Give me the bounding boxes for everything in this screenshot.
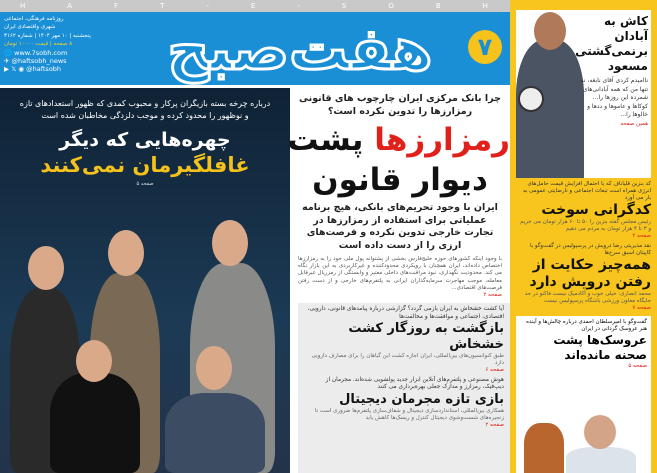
strip-letter: -	[206, 2, 211, 10]
page-ref: صفحه ۲	[485, 421, 504, 428]
story-headline: بازی تازه مجرمان دیجیتال	[339, 391, 504, 407]
newspaper-logo	[135, 12, 465, 85]
strip-letter: -	[297, 2, 302, 10]
info-line: شهری واقتصادی ایران	[4, 24, 56, 31]
story-kicker: گفت‌وگو با امیرسلطان احمدی درباره چالش‌ها و آینده هنر عروسک گردانی در ایران	[526, 319, 647, 332]
masthead	[0, 12, 510, 85]
page-ref: صفحه ۷	[632, 305, 651, 311]
main-headline	[287, 120, 510, 200]
left-feature[interactable]	[0, 88, 290, 473]
body-text: ناامیدم کردی آقای نابغه، نه تنها من که همه آبادانی‌های شمرده این روزها را... کوکاها و عاموها و ددها و خالوها را...	[580, 77, 648, 119]
story-headline: همه‌چیز حکایت از رفتن درویش دارد	[529, 257, 651, 290]
main-column	[287, 88, 510, 473]
social-link[interactable]: ▶ 𝕏 ◉ @haftsobh	[4, 65, 62, 74]
strip-letter: H	[482, 2, 490, 10]
social-text: @haftsobh	[26, 65, 62, 74]
puppet-photo	[524, 423, 564, 473]
feature-headline: چهره‌هایی که دیگر	[59, 129, 231, 151]
price: ۸ صفحه | قیمت ۱۰۰۰۰ تومان	[4, 41, 73, 48]
website-link[interactable]: 🌐 www.7sobh.com	[4, 48, 68, 57]
website-text: www.7sobh.com	[14, 48, 68, 57]
masthead-info	[4, 15, 128, 74]
story-body: رئیس مجلس گفته بنزین را ۵۰ تا ۶۰ هزار تومان می خریم و ۳ تا ۴ هزار تومان به مردم می دهیم	[520, 219, 651, 232]
logo-seven-badge: ۷	[468, 30, 502, 64]
top-story[interactable]	[516, 10, 651, 178]
strip-letter: A	[67, 2, 75, 10]
feature-text	[18, 98, 272, 188]
strip-letter: S	[341, 2, 349, 10]
story-headline: کدگرانی سوخت	[541, 202, 651, 218]
story-headline: عروسک‌ها پشت صحنه مانده‌اند	[553, 333, 647, 362]
feature-headline-yellow: غافلگیرمان نمی‌کنند	[40, 153, 250, 177]
story-kicker: هوش مصنوعی و پلتفرم‌های آنلاین ابزار جدید پولشویی شده‌اند. مجرمان از دیپ‌فیک، رمزارز و مدارک جعلی بهره‌برداری می کنند	[325, 377, 504, 391]
headline-line-2: دیوار قانون	[312, 162, 488, 198]
story-puppets[interactable]	[516, 316, 651, 473]
story-darvish[interactable]	[516, 243, 651, 312]
main-body	[298, 256, 502, 299]
headline-red: رمزارزها	[374, 122, 510, 158]
info-line: روزنامه فرهنگی، اجتماعی	[4, 16, 64, 22]
page-ref: صفحه ۲	[483, 292, 502, 299]
story-poppy[interactable]	[304, 306, 504, 374]
issue-date: پنجشنبه | ۱۰ مهر ۱۴۰۴ | شماره ۳۱۶۲	[4, 32, 91, 39]
story-body: همکاری بین‌المللی، استانداردسازی دیجیتال و شفاف‌سازی پلتفرم‌ها ضروری است تا زنجیره‌های شست‌وشوی دیجیتال کنترل و ریسک‌ها کاهش یابد	[314, 407, 504, 421]
page-ref: صفحه ۲	[632, 233, 651, 239]
story-body: طبق کنوانسیون‌های بین‌المللی، ایران اجازه کشت این گیاهان را برای مصارف دارویی دارد	[311, 353, 504, 367]
story-kicker: کد بنزین قلیاناف که با احتمال افزایش قیمت حامل‌های انرژی همراه است تبعات اجتماعی و نارضایتی عمومی به بار می آورد	[522, 181, 651, 201]
headline-part: پشت	[287, 122, 364, 158]
story-body: محمد انصاری: خیلی خوب و آکادمیک نیست فاکتو در حد جایگاه معاون ورزشی باشگاه پرسپولیس نیست	[524, 291, 651, 304]
ball-icon	[518, 86, 544, 112]
strip-letter: H	[20, 2, 28, 10]
telegram-text: @haftsobh_news	[11, 57, 67, 66]
body-text: با وجود اینکه کشورهای حوزه خلیج‌فارس بخشی از پشتوانه پول ملی خود را به رمزارزها اختصاص داده‌اند، ایران همچنان با رویکردی محدودکننده و غیرکاربردی به این بازار نگاه می کند. محدودیت نگهداری، نبود مراقبت‌های داخلی معتبر و وابستگی از رمزریال غیرقابل معامله، موجب مهاجرت سرمایه‌گذاران ایرانی به پلتفرم‌های خارجی و از دست رفتن فرصت‌های اقتصادی...	[298, 256, 502, 291]
logo-text: هفت‌صبح	[167, 14, 433, 83]
strip-letter: B	[435, 2, 443, 10]
top-story-headline: کاش به آبادان برنمی‌گشتی مسعود	[575, 14, 648, 73]
gray-box	[298, 303, 510, 473]
right-column	[510, 0, 657, 473]
feature-kicker: درباره چرخه بسته بازیگران پرکار و محبوب کمدی که ظهور استعدادهای تازه و نوظهور را محدود کرده و موجب دلزدگی مخاطبان شده است	[19, 99, 271, 120]
page-ref: صفحه ۵	[136, 181, 154, 187]
story-fuel[interactable]	[516, 181, 651, 240]
page-ref: صفحه ۶	[485, 367, 504, 374]
page-ref: همین صفحه	[620, 120, 648, 127]
strip-letter: O	[388, 2, 396, 10]
main-subhead: ایران با وجود تحریم‌های بانکی، هیچ برنامه عملیاتی برای استفاده از رمزارزها در تجارت خارجی تدوین نکرده و فرصت‌های ارزی را از دست داده است	[302, 202, 498, 251]
person-head	[584, 415, 616, 449]
page-ref: صفحه ۵	[628, 363, 647, 369]
strip-letter: E	[250, 2, 258, 10]
top-story-text	[575, 14, 648, 129]
telegram-link[interactable]: ✈ @haftsobh_news	[4, 57, 67, 66]
top-story-body	[578, 77, 648, 129]
strip-letter: F	[114, 2, 121, 10]
strip-letter: T	[160, 2, 167, 10]
main-kicker: چرا بانک مرکزی ایران چارچوب های قانونی رمزارزها را تدوین نکرده است؟	[299, 93, 501, 117]
story-kicker: نقد مدیریتی رضا درویش در پرسپولیس در گفت‌وگو با کاپیتان اسبق سرخ‌ها	[529, 243, 651, 256]
puppets-text	[516, 316, 651, 370]
player-head	[534, 12, 566, 50]
story-digital-crime[interactable]	[304, 377, 504, 429]
story-headline: بازگشت به روزگار کشت خشخاش	[348, 321, 504, 353]
main-story[interactable]	[287, 88, 510, 299]
story-kicker: آیا کشت خشخاش به ایران بازمی گردد؟ گزارشی درباره پیامدهای قانونی، دارویی، اقتصادی، اجتماعی و موافقت‌ها و مخالفت‌ها	[307, 306, 504, 320]
person-photo	[566, 447, 636, 473]
masthead-strip	[0, 0, 510, 12]
